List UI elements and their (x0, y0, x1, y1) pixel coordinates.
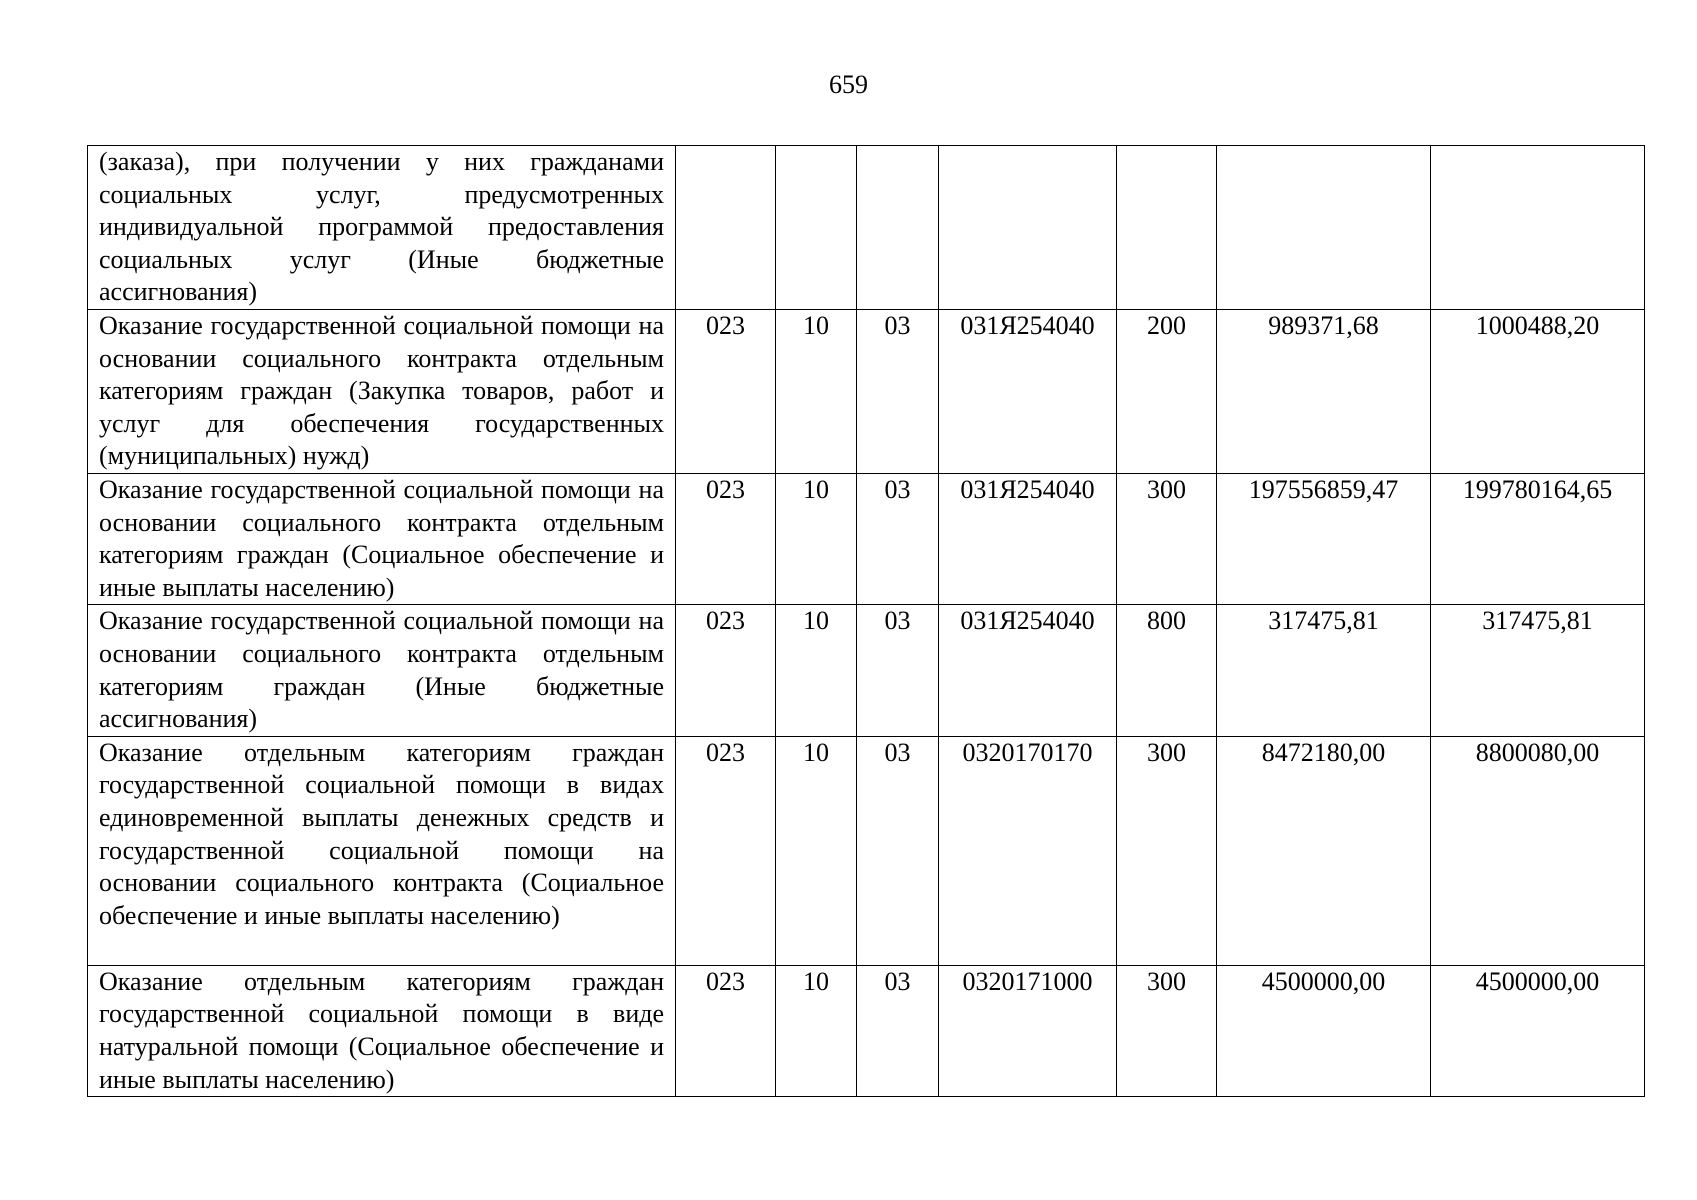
sum2-cell: 317475,81 (1431, 605, 1645, 736)
pr-cell: 03 (857, 965, 939, 1096)
vr-cell (1117, 146, 1217, 310)
sum1-cell: 989371,68 (1217, 310, 1431, 474)
pr-cell: 03 (857, 474, 939, 605)
csr-cell: 0320171000 (939, 965, 1117, 1096)
csr-cell (939, 146, 1117, 310)
ved-cell: 023 (676, 736, 776, 965)
table-row (88, 965, 1645, 1096)
ved-cell: 023 (676, 965, 776, 1096)
table-row (88, 146, 1645, 310)
pr-cell: 03 (857, 310, 939, 474)
page-number: 659 (829, 70, 868, 99)
table-row (88, 474, 1645, 605)
sum1-cell: 8472180,00 (1217, 736, 1431, 965)
csr-cell: 031Я254040 (939, 310, 1117, 474)
vr-cell: 800 (1117, 605, 1217, 736)
sum2-cell: 8800080,00 (1431, 736, 1645, 965)
row-description: Оказание отдельным категориям граждан государственной социальной помощи в виде натуральной помощи (Социальное обеспечение и иные выплаты населению) (88, 965, 676, 1096)
pr-cell (857, 146, 939, 310)
row-description: Оказание государственной социальной помощи на основании социального контракта отдельным категориям граждан (Иные бюджетные ассигнования) (88, 605, 676, 736)
vr-cell: 300 (1117, 474, 1217, 605)
ved-cell: 023 (676, 474, 776, 605)
rz-cell: 10 (776, 605, 857, 736)
sum1-cell: 197556859,47 (1217, 474, 1431, 605)
table-row (88, 605, 1645, 736)
row-description: Оказание отдельным категориям граждан государственной социальной помощи в видах единовременной выплаты денежных средств и государственной социальной помощи на основании социального контракта (Социальное обеспечение и иные выплаты населению) (88, 736, 676, 965)
rz-cell (776, 146, 857, 310)
vr-cell: 300 (1117, 736, 1217, 965)
sum1-cell (1217, 146, 1431, 310)
sum2-cell: 1000488,20 (1431, 310, 1645, 474)
csr-cell: 031Я254040 (939, 474, 1117, 605)
csr-cell: 0320170170 (939, 736, 1117, 965)
row-description: (заказа), при получении у них гражданами социальных услуг, предусмотренных индивидуальной программой предоставления социальных услуг (Иные бюджетные ассигнования) (88, 146, 676, 310)
row-description: Оказание государственной социальной помощи на основании социального контракта отдельным категориям граждан (Социальное обеспечение и иные выплаты населению) (88, 474, 676, 605)
csr-cell: 031Я254040 (939, 605, 1117, 736)
pr-cell: 03 (857, 736, 939, 965)
rz-cell: 10 (776, 965, 857, 1096)
row-description: Оказание государственной социальной помощи на основании социального контракта отдельным категориям граждан (Закупка товаров, работ и услуг для обеспечения государственных (муниципальных) нужд) (88, 310, 676, 474)
sum2-cell (1431, 146, 1645, 310)
rz-cell: 10 (776, 310, 857, 474)
rz-cell: 10 (776, 474, 857, 605)
pr-cell: 03 (857, 605, 939, 736)
ved-cell: 023 (676, 605, 776, 736)
sum2-cell: 4500000,00 (1431, 965, 1645, 1096)
budget-table (87, 145, 1645, 1097)
rz-cell: 10 (776, 736, 857, 965)
sum2-cell: 199780164,65 (1431, 474, 1645, 605)
ved-cell: 023 (676, 310, 776, 474)
table-row (88, 310, 1645, 474)
sum1-cell: 4500000,00 (1217, 965, 1431, 1096)
sum1-cell: 317475,81 (1217, 605, 1431, 736)
table-row (88, 736, 1645, 965)
vr-cell: 200 (1117, 310, 1217, 474)
vr-cell: 300 (1117, 965, 1217, 1096)
ved-cell (676, 146, 776, 310)
